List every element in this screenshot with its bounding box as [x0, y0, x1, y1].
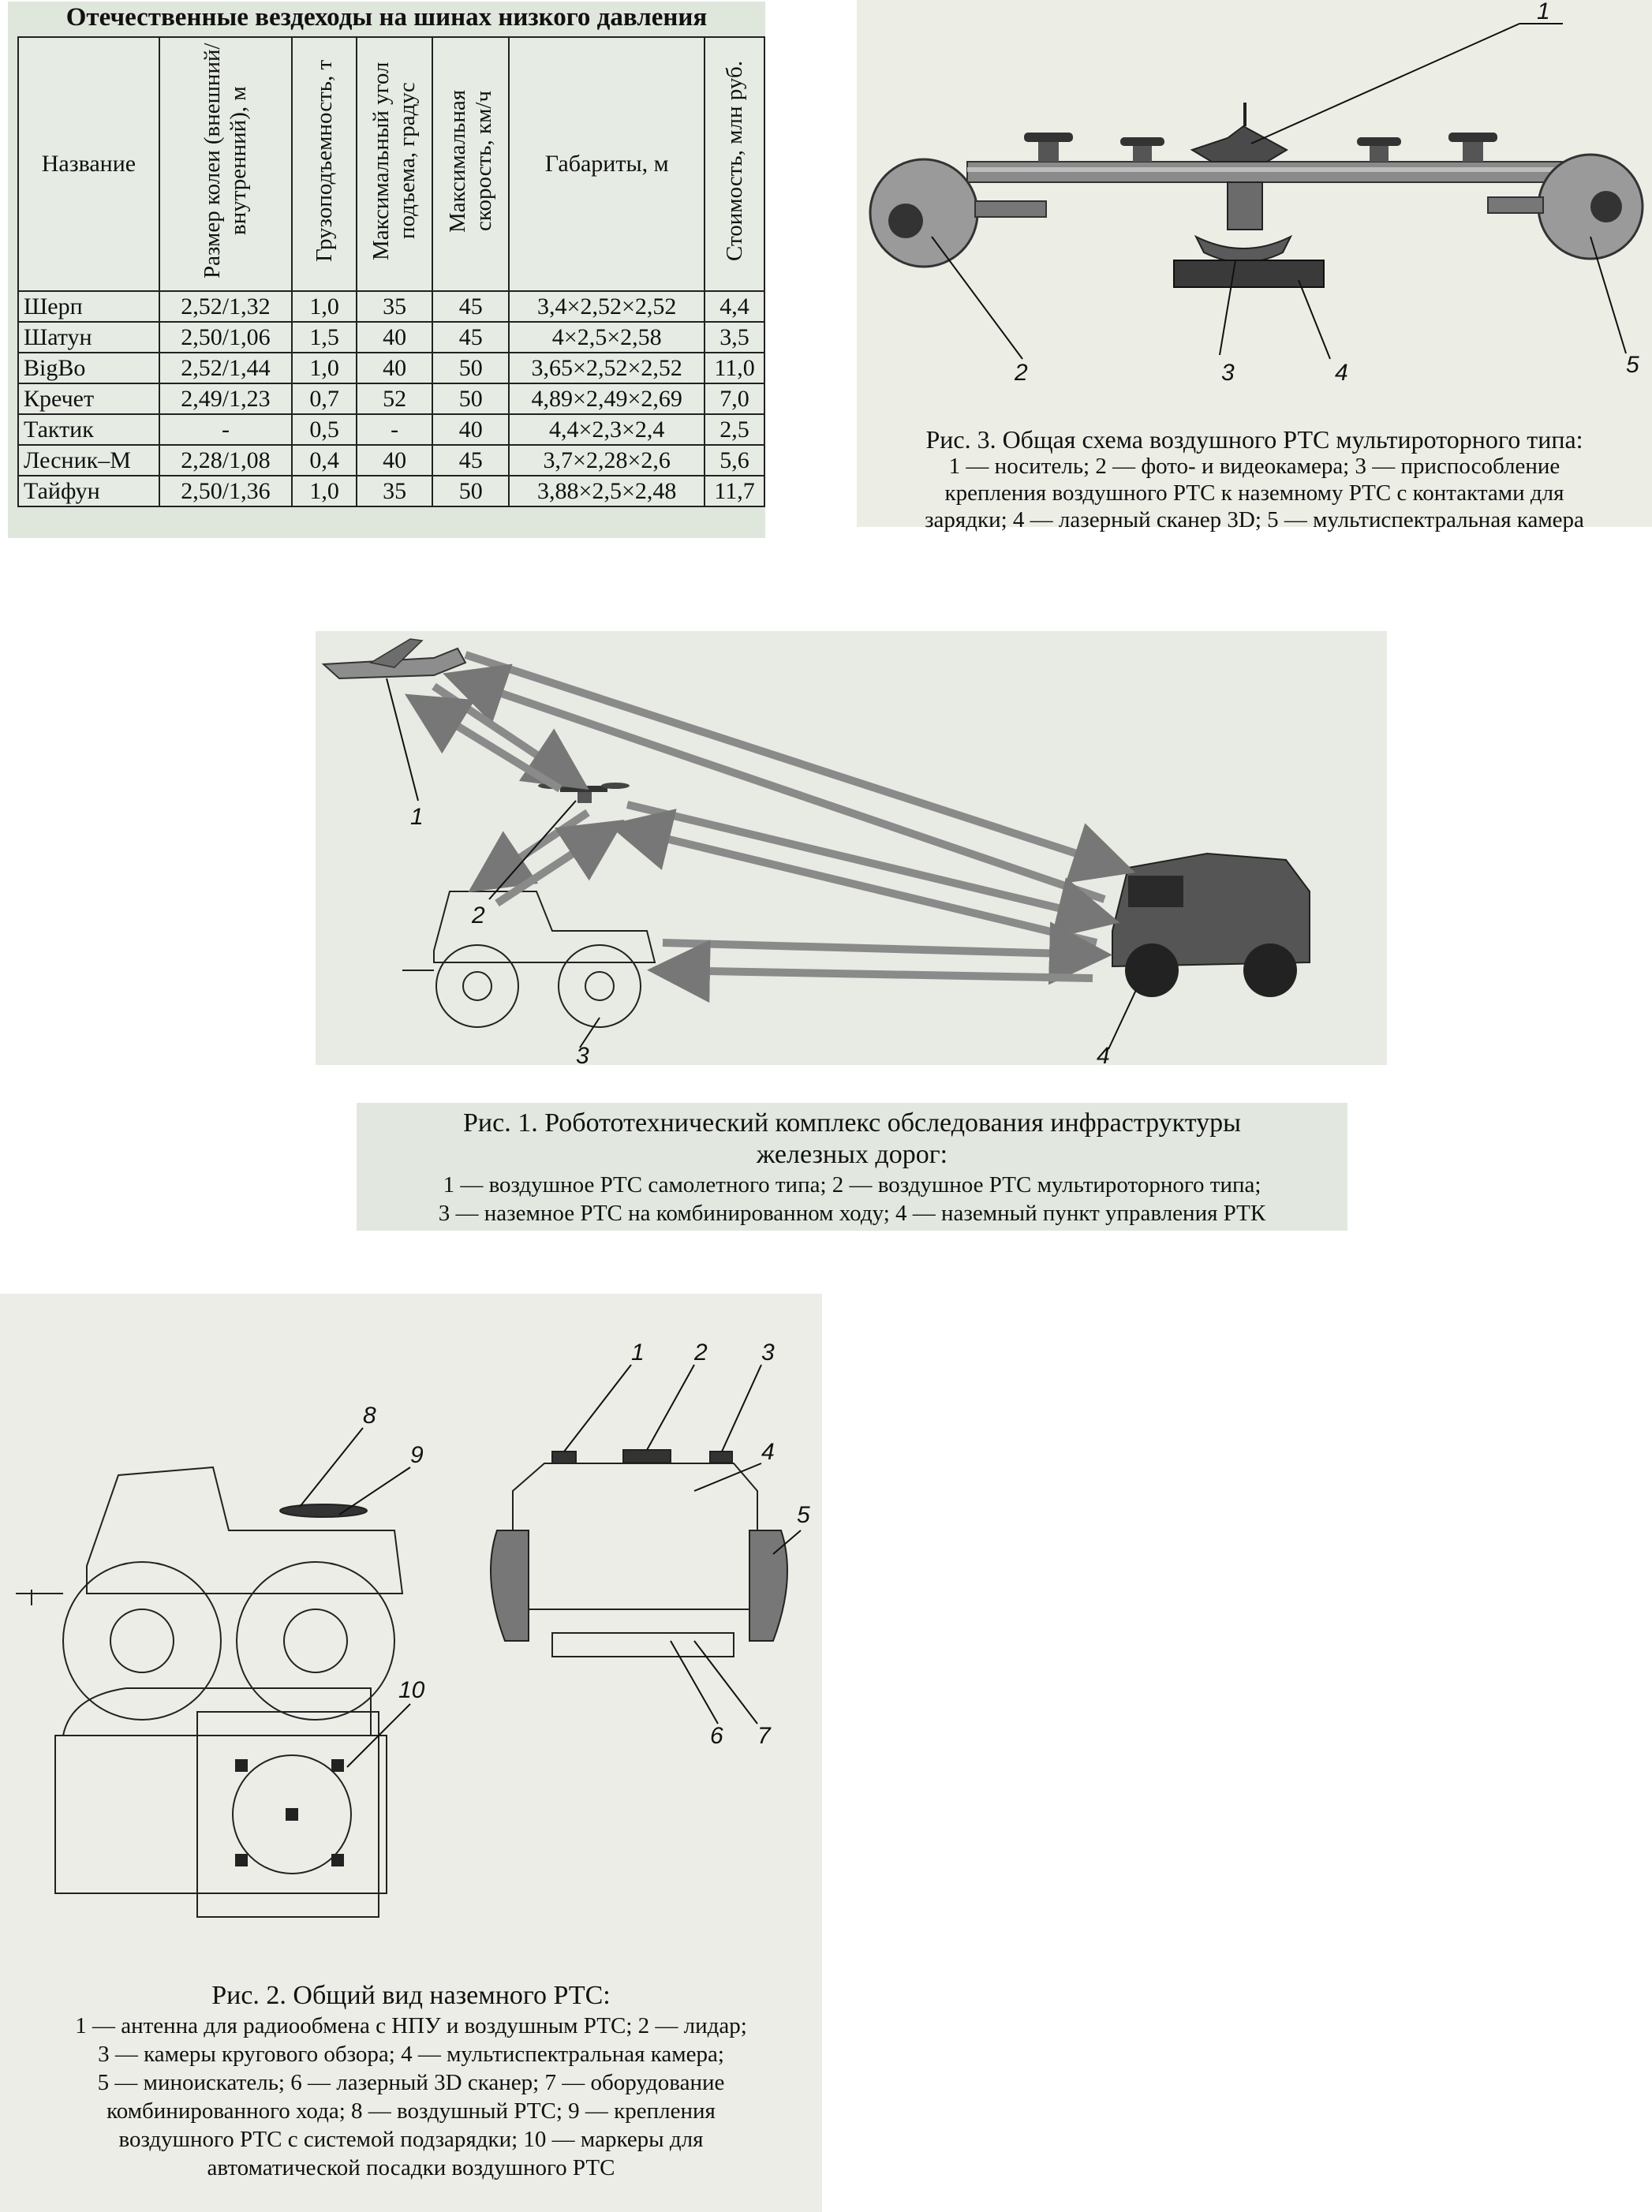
- table-cell: Шатун: [18, 322, 159, 353]
- link-arrow: [663, 970, 1093, 978]
- leader-line-1: [1251, 24, 1519, 144]
- header-max-speed: Максимальная скорость, км/ч: [432, 37, 509, 291]
- wheel-hub: [463, 972, 491, 1000]
- header-dimensions: Габариты, м: [509, 37, 705, 291]
- table-cell: 50: [432, 353, 509, 383]
- table-cell: 50: [432, 476, 509, 506]
- callout-label-2: 2: [1015, 360, 1028, 386]
- link-arrow: [434, 686, 576, 781]
- figure-2-legend-line: 3 — камеры кругового обзора; 4 — мультиспектральная камера;: [98, 2042, 724, 2067]
- callout-label-3: 3: [761, 1340, 775, 1366]
- table-cell: 2,52/1,44: [159, 353, 292, 383]
- leader-line-1: [387, 678, 418, 801]
- callout-label-5: 5: [1626, 352, 1639, 378]
- leader-line-2: [647, 1365, 694, 1450]
- front-body: [513, 1463, 757, 1609]
- table-cell: Кречет: [18, 383, 159, 414]
- table-cell: 11,0: [705, 353, 764, 383]
- figure-3-title: Рис. 3. Общая схема воздушного РТС мультироторного типа:: [925, 425, 1583, 454]
- table-cell: 35: [357, 476, 432, 506]
- figure-2-legend-line: 1 — антенна для радиообмена с НПУ и воздушным РТС; 2 — лидар;: [75, 2013, 747, 2038]
- laser-scanner-plate: [1174, 260, 1324, 287]
- multirotor-drone-diagram: [857, 0, 1652, 426]
- figure-3-legend-line: крепления воздушного РТС к наземному РТС с контактами для: [944, 480, 1564, 506]
- table-row: [18, 445, 764, 476]
- rotor: [601, 783, 630, 789]
- callout-label-5: 5: [797, 1502, 810, 1528]
- table-cell: 50: [432, 383, 509, 414]
- vehicle-spec-table: [17, 36, 765, 507]
- table-cell: 2,28/1,08: [159, 445, 292, 476]
- header-climb-angle: Максимальный угол подъема, градус: [357, 37, 432, 291]
- landing-marker: [331, 1759, 344, 1772]
- table-cell: 40: [432, 414, 509, 445]
- table-cell: 4×2,5×2,58: [509, 322, 705, 353]
- vehicle-wheel: [436, 945, 518, 1027]
- table-cell: 2,49/1,23: [159, 383, 292, 414]
- landing-marker: [235, 1854, 248, 1866]
- figure-2-legend-line: комбинированного хода; 8 — воздушный РТС; 9 — крепления: [107, 2098, 716, 2124]
- table-cell: 3,4×2,52×2,52: [509, 291, 705, 322]
- figure-1-caption: [357, 1103, 1347, 1231]
- figure-1-title: Рис. 1. Робототехнический комплекс обследования инфраструктуры: [463, 1108, 1241, 1138]
- table-cell: 1,0: [292, 291, 357, 322]
- figure-3-caption: [865, 426, 1644, 533]
- table-row: [18, 322, 764, 353]
- table-row: [18, 291, 764, 322]
- callout-label-2: 2: [694, 1340, 708, 1366]
- drone-body: [577, 792, 592, 803]
- table-row: [18, 353, 764, 383]
- leader-line-4: [694, 1463, 761, 1491]
- table-cell: Тайфун: [18, 476, 159, 506]
- figure-2-title: Рис. 2. Общий вид наземного РТС:: [211, 1981, 611, 2010]
- front-track: [491, 1530, 529, 1641]
- vehicle-wheel: [1125, 943, 1179, 997]
- landing-markers: [235, 1759, 344, 1866]
- arm: [1488, 197, 1543, 213]
- lidar-unit: [623, 1450, 671, 1463]
- ground-rts-drawing: [0, 1294, 822, 1972]
- figure-2-caption: [0, 1980, 822, 2182]
- table-cell: 45: [432, 322, 509, 353]
- figure-2-legend-line: воздушного РТС с системой подзарядки; 10 — маркеры для: [118, 2127, 704, 2152]
- landing-marker: [286, 1808, 298, 1821]
- table-cell: 3,88×2,5×2,48: [509, 476, 705, 506]
- link-arrow: [623, 828, 1097, 943]
- table-cell: 45: [432, 291, 509, 322]
- callout-label-3: 3: [1221, 360, 1235, 386]
- header-cost: Стоимость, млн руб.: [705, 37, 764, 291]
- callout-label-10: 10: [398, 1677, 425, 1703]
- link-arrow: [663, 943, 1097, 955]
- callout-label-9: 9: [410, 1442, 424, 1468]
- leader-line-4: [1299, 280, 1330, 359]
- figure-3-legend-line: 1 — носитель; 2 — фото- и видеокамера; 3 — приспособление: [948, 454, 1560, 479]
- leader-line-6: [671, 1641, 718, 1724]
- callout-label-6: 6: [710, 1723, 723, 1749]
- motor-cap: [1120, 137, 1164, 146]
- table-cell: -: [357, 414, 432, 445]
- callout-label-1: 1: [1537, 0, 1550, 24]
- table-cell: 40: [357, 353, 432, 383]
- motor-cap: [1357, 137, 1401, 146]
- motor-cap: [1448, 133, 1497, 142]
- table-cell: 0,4: [292, 445, 357, 476]
- table-cell: 2,5: [705, 414, 764, 445]
- table-cell: 1,0: [292, 476, 357, 506]
- table-cell: 3,65×2,52×2,52: [509, 353, 705, 383]
- ground-rts-vehicle: [402, 891, 655, 1027]
- figure-2-legend-line: 5 — миноискатель; 6 — лазерный 3D сканер; 7 — оборудование: [97, 2070, 725, 2095]
- figure-1-legend-line: 3 — наземное РТС на комбинированном ходу; 4 — наземный пункт управления РТК: [438, 1201, 1266, 1226]
- table-title: Отечественные вездеходы на шинах низкого давления: [65, 3, 708, 32]
- figure-2-panel: [0, 1294, 822, 2212]
- aerial-rts-on-roof: [280, 1504, 367, 1517]
- arm: [975, 201, 1046, 217]
- figure-3-panel: [857, 0, 1652, 532]
- camera-lens: [1590, 191, 1622, 222]
- table-cell: 7,0: [705, 383, 764, 414]
- front-view: [491, 1450, 787, 1657]
- table-cell: 4,4: [705, 291, 764, 322]
- table-cell: 4,89×2,49×2,69: [509, 383, 705, 414]
- table-cell: 40: [357, 445, 432, 476]
- front-undercarriage: [552, 1633, 734, 1657]
- leader-line-8: [300, 1428, 363, 1507]
- leader-line-2: [932, 237, 1022, 359]
- table-cell: 1,5: [292, 322, 357, 353]
- table-cell: 2,52/1,32: [159, 291, 292, 322]
- header-name: Название: [18, 37, 159, 291]
- camera-lens: [888, 204, 923, 238]
- leader-line-9: [339, 1467, 410, 1515]
- table-cell: Тактик: [18, 414, 159, 445]
- table-header-row: [18, 37, 764, 291]
- callout-label-1: 1: [410, 804, 424, 830]
- table-cell: 3,5: [705, 322, 764, 353]
- center-hub: [1192, 126, 1287, 162]
- vehicle-wheel: [1243, 943, 1297, 997]
- landing-marker: [235, 1759, 248, 1772]
- wheel-hub: [110, 1609, 174, 1672]
- link-arrow: [465, 655, 1120, 868]
- table-cell: 4,4×2,3×2,4: [509, 414, 705, 445]
- top-view: [55, 1688, 387, 1917]
- table-cell: BigBo: [18, 353, 159, 383]
- table-cell: 1,0: [292, 353, 357, 383]
- leader-line-4: [1108, 990, 1136, 1049]
- table-cell: 5,6: [705, 445, 764, 476]
- header-capacity: Грузоподъемность, т: [292, 37, 357, 291]
- mount-body: [1228, 182, 1262, 230]
- link-arrow: [418, 702, 560, 789]
- leader-line-3: [722, 1365, 761, 1452]
- figure-1-legend-line: 1 — воздушное РТС самолетного типа; 2 — воздушное РТС мультироторного типа;: [443, 1172, 1261, 1198]
- mount-bracket: [1196, 237, 1291, 263]
- frame-highlight: [967, 167, 1567, 172]
- table-cell: Шерп: [18, 291, 159, 322]
- leader-line-7: [694, 1641, 757, 1724]
- table-cell: 11,7: [705, 476, 764, 506]
- table-row: [18, 383, 764, 414]
- figure-1-title-cont: железных дорог:: [756, 1140, 948, 1169]
- callout-label-8: 8: [363, 1403, 376, 1429]
- antenna-unit: [552, 1452, 576, 1463]
- table-cell: Лесник–М: [18, 445, 159, 476]
- table-cell: 45: [432, 445, 509, 476]
- table-row: [18, 414, 764, 445]
- side-body: [87, 1467, 402, 1594]
- vehicle-wheel: [559, 945, 641, 1027]
- leader-line-1: [564, 1365, 631, 1452]
- vehicle-table-panel: [8, 2, 765, 538]
- figure-3-legend-line: зарядки; 4 — лазерный сканер 3D; 5 — мультиспектральная камера: [925, 507, 1584, 532]
- callout-label-4: 4: [1097, 1043, 1110, 1065]
- wheel-hub: [284, 1609, 347, 1672]
- communication-arrows: [418, 655, 1120, 978]
- table-cell: 40: [357, 322, 432, 353]
- landing-marker: [331, 1854, 344, 1866]
- table-cell: 3,7×2,28×2,6: [509, 445, 705, 476]
- table-cell: 0,7: [292, 383, 357, 414]
- callout-label-4: 4: [761, 1439, 775, 1465]
- table-cell: -: [159, 414, 292, 445]
- mine-detector-arm: [16, 1590, 63, 1605]
- photo-video-camera-sphere: [870, 159, 977, 267]
- callout-label-7: 7: [757, 1723, 771, 1749]
- side-view: [16, 1467, 402, 1720]
- table-cell: 2,50/1,36: [159, 476, 292, 506]
- callout-label-3: 3: [576, 1043, 589, 1065]
- vehicle-window: [1128, 876, 1183, 907]
- figure-1-panel: [316, 631, 1387, 1065]
- multirotor-drone-frame: [560, 786, 607, 792]
- table-cell: 0,5: [292, 414, 357, 445]
- table-row: [18, 476, 764, 506]
- callout-label-4: 4: [1335, 360, 1348, 386]
- callout-label-1: 1: [631, 1340, 645, 1366]
- robotic-complex-diagram: [316, 631, 1387, 1065]
- wheel-hub: [585, 972, 614, 1000]
- header-track: Размер колеи (внешний/ внутренний), м: [159, 37, 292, 291]
- table-cell: 52: [357, 383, 432, 414]
- figure-2-legend-line: автоматической посадки воздушного РТС: [207, 2155, 615, 2180]
- callout-label-2: 2: [472, 902, 485, 929]
- table-cell: 2,50/1,06: [159, 322, 292, 353]
- surround-camera: [710, 1452, 732, 1463]
- table-cell: 35: [357, 291, 432, 322]
- motor-cap: [1024, 133, 1073, 142]
